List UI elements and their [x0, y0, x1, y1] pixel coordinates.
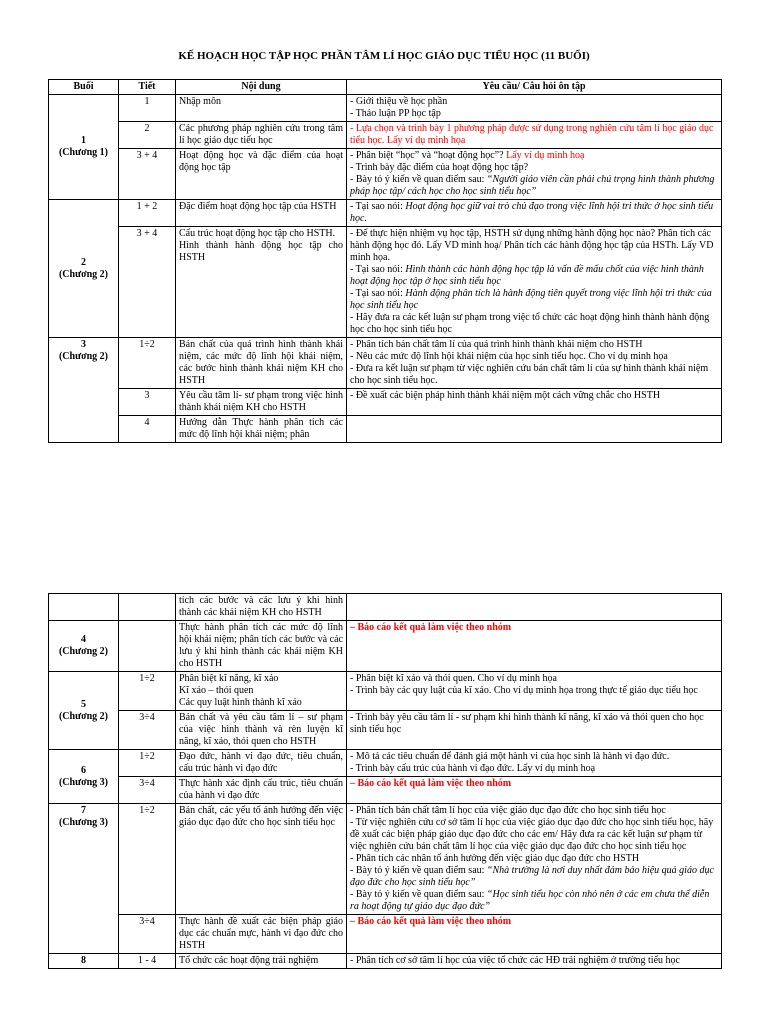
session-cell [49, 750, 119, 804]
requirement-quote: “Người giáo viên cần phải chú trọng hình thành phương pháp học tập/ cách học cho học sinh tiểu học” [350, 174, 715, 197]
requirements-cell [347, 200, 722, 227]
schedule-table-part-1 [48, 79, 722, 443]
period-cell [119, 621, 176, 672]
requirements-cell [347, 954, 722, 969]
session-chapter: (Chương 3) [58, 776, 109, 788]
content-cell: Đặc điểm hoạt động học tập của HSTH [176, 200, 347, 227]
requirement-item: - Lựa chọn và trình bày 1 phương pháp được sử dụng trong nghiên cứu tâm lí học giáo dục tiểu học. Lấy ví dụ minh họa [350, 123, 714, 146]
requirement-item: - Phân tích cơ sở tâm lí học của việc tổ chức các HĐ trải nghiệm ở trường tiểu học [350, 955, 680, 966]
session-cell [49, 594, 119, 621]
session-number: 6 [81, 764, 86, 776]
table-row [49, 122, 722, 149]
requirement-text: - Tại sao nói: [350, 201, 406, 212]
requirement-quote: “Học sinh tiểu học còn nhỏ nên ở các em chưa thể diễn ra hoạt động tự giáo dục đạo đức” [350, 889, 710, 912]
requirement-item: - Đưa ra kết luận sư phạm từ việc nghiên cứu bản chất tâm lí của sự hình thành khái niệm cho học sinh tiểu học. [350, 363, 709, 386]
requirement-text: - Phân biệt “học” và “hoạt động học”? [350, 150, 507, 161]
session-number: 4 [81, 634, 86, 645]
requirement-quote: Hoạt động học giữ vai trò chủ đạo trong việc lĩnh hội tri thức ở học sinh tiểu học. [350, 201, 714, 224]
session-chapter: (Chương 1) [58, 147, 109, 158]
content-cell: Thực hành phân tích các mức độ lĩnh hội khái niệm; phân tích các bước và các lưu ý khi hình thành các khái niệm KH cho HSTH [176, 621, 347, 672]
requirement-text: - Bày tỏ ý kiến về quan điểm sau: [350, 889, 487, 900]
requirement-item: - Phân tích các nhân tố ảnh hưởng đến việc giáo dục đạo đức cho HSTH [350, 853, 640, 864]
requirements-cell [347, 95, 722, 122]
period-cell: 4 [119, 416, 176, 443]
period-cell: 3÷4 [119, 777, 176, 804]
requirements-cell [347, 750, 722, 777]
requirement-text: - Tại sao nói: [350, 288, 406, 299]
session-number: 1 [81, 135, 86, 146]
header-yeu-cau: Yêu cầu/ Câu hỏi ôn tập [347, 80, 722, 95]
session-number: 2 [81, 256, 86, 268]
table-row [49, 711, 722, 750]
period-cell: 1÷2 [119, 804, 176, 915]
requirements-cell [347, 621, 722, 672]
period-cell [119, 594, 176, 621]
requirement-item [350, 288, 718, 312]
content-cell: Tổ chức các hoạt động trải nghiệm [176, 954, 347, 969]
period-cell: 1÷2 [119, 750, 176, 777]
requirement-item [350, 201, 718, 225]
table-row [49, 750, 722, 777]
period-cell: 1 - 4 [119, 954, 176, 969]
requirement-item: - Trình bày yêu cầu tâm lí - sư phạm khi hình thành kĩ năng, kĩ xảo và thói quen cho học sinh tiểu học [350, 712, 704, 735]
table-row [49, 672, 722, 711]
requirement-item: – Báo cáo kết quả làm việc theo nhóm [350, 916, 512, 927]
period-cell: 1 [119, 95, 176, 122]
requirement-item: – Báo cáo kết quả làm việc theo nhóm [350, 778, 512, 789]
requirement-item [350, 174, 718, 198]
table-row [49, 149, 722, 200]
table-row [49, 416, 722, 443]
requirements-cell [347, 389, 722, 416]
requirements-cell [347, 672, 722, 711]
session-chapter: (Chương 3) [58, 817, 109, 828]
content-line: Phân biệt kĩ năng, kĩ xảo [179, 673, 279, 684]
requirement-item: - Giới thiệu về học phần [350, 96, 448, 107]
period-cell: 1 + 2 [119, 200, 176, 227]
schedule-table-part-2 [48, 593, 722, 969]
session-cell [49, 200, 119, 338]
session-cell [49, 672, 119, 750]
session-cell [49, 621, 119, 672]
requirements-cell [347, 915, 722, 954]
content-cell: Hoạt động học và đặc điểm của hoạt động học tập [176, 149, 347, 200]
requirement-item: - Trình bày đặc điểm của hoạt động học tập? [350, 162, 529, 173]
period-cell: 1÷2 [119, 338, 176, 389]
page-break-gap [0, 486, 768, 591]
requirement-item: - Hãy đưa ra các kết luận sư phạm trong việc tổ chức các hoạt động hình thành hành động học cho học sinh tiểu học [350, 312, 710, 335]
requirement-quote: Hành động phân tích là hành động tiên quyết trong việc lĩnh hội tri thức của học sinh tiểu học [350, 288, 712, 311]
requirements-cell [347, 227, 722, 338]
requirement-text: - Bày tỏ ý kiến về quan điểm sau: [350, 865, 487, 876]
content-cell: Các phương pháp nghiên cứu trong tâm lí học giáo dục tiểu học [176, 122, 347, 149]
requirement-item: - Phân tích bản chất tâm lí của quá trình hình thành khái niệm cho HSTH [350, 339, 643, 350]
header-buoi: Buổi [49, 80, 119, 95]
content-cell [176, 672, 347, 711]
requirement-item [350, 889, 718, 913]
requirement-item: - Đề xuất các biện pháp hình thành khái niệm một cách vững chắc cho HSTH [350, 390, 661, 401]
requirements-cell [347, 594, 722, 621]
table-row [49, 954, 722, 969]
requirement-item: - Mô tả các tiêu chuẩn để đánh giá một hành vi của học sinh là hành vi đạo đức. [350, 751, 670, 762]
table-row [49, 804, 722, 915]
session-cell [49, 804, 119, 954]
content-cell: Thực hành đề xuất các biện pháp giáo dục các chuẩn mực, hành vi đạo đức cho HSTH [176, 915, 347, 954]
requirement-text: - Tại sao nói: [350, 264, 406, 275]
requirements-cell [347, 338, 722, 389]
session-number: 3 [81, 339, 86, 350]
requirement-item: - Để thực hiện nhiệm vụ học tập, HSTH sử dụng những hành động học nào? Phân tích các hành động học đó. Lấy VD minh hoạ/ Phân tích các hành động học tập của HSTh. Lấy VD minh họa. [350, 228, 714, 263]
requirements-cell [347, 122, 722, 149]
session-chapter: (Chương 2) [58, 710, 109, 722]
content-cell: Nhập môn [176, 95, 347, 122]
table-row [49, 777, 722, 804]
content-line: Cấu trúc hoạt động học tập cho HSTH. [179, 228, 336, 239]
session-cell [49, 338, 119, 443]
requirements-cell [347, 149, 722, 200]
content-cell: Yêu cầu tâm lí- sư phạm trong việc hình thành khái niệm KH cho HSTH [176, 389, 347, 416]
content-cell [176, 227, 347, 338]
requirement-item: - Thảo luận PP học tập [350, 108, 441, 119]
period-cell: 2 [119, 122, 176, 149]
requirement-item: – Báo cáo kết quả làm việc theo nhóm [350, 622, 512, 633]
session-number: 7 [81, 805, 86, 816]
requirement-quote: “Nhà trường là nơi duy nhất đảm bảo hiệu quả giáo dục đạo đức cho học sinh tiểu học” [350, 865, 714, 888]
table-row [49, 621, 722, 672]
content-line: Kĩ xảo – thói quen [179, 685, 254, 696]
session-cell [49, 95, 119, 200]
table-row [49, 338, 722, 389]
content-cell: Bản chất của quá trình hình thành khái niệm, các mức độ lĩnh hội khái niệm, các bước hình thành khái niệm KH cho HSTH [176, 338, 347, 389]
table-row [49, 594, 722, 621]
table-row [49, 95, 722, 122]
period-cell: 3 + 4 [119, 149, 176, 200]
requirement-text: - Bày tỏ ý kiến về quan điểm sau: [350, 174, 487, 185]
content-cell: Bản chất và yêu cầu tâm lí – sư phạm của việc hình thành và rèn luyện kĩ năng, kĩ xảo, thói quen cho HSTH [176, 711, 347, 750]
content-cell: Hướng dẫn Thực hành phân tích các mức độ lĩnh hội khái niệm; phân [176, 416, 347, 443]
content-line: Các quy luật hình thành kĩ xảo [179, 697, 302, 708]
requirement-quote: Hình thành các hành động học tập là vấn đề mấu chốt của việc hình thành hoạt động học tập ở học sinh tiểu học [350, 264, 704, 287]
requirements-cell [347, 777, 722, 804]
requirement-item: - Từ việc nghiên cứu cơ sở tâm lí học của việc giáo dục đạo đức cho học sinh tiểu học, hãy đề xuất các biện pháp giáo dục đạo đức cho các em/ Hãy đưa ra các kết luận sư phạm từ việc nghiên cứu bản chất tâm lí học của việc giáo dục đạo đức cho học sinh tiểu học [350, 817, 714, 852]
requirement-item [350, 150, 718, 162]
requirement-item: - Trình bày các quy luật của kĩ xảo. Cho ví dụ minh họa trong thực tế giáo dục tiểu học [350, 685, 698, 696]
content-cell: Bản chất, các yếu tố ảnh hưởng đến việc giáo dục đạo đức cho học sinh tiểu học [176, 804, 347, 915]
requirement-item: - Nêu các mức độ lĩnh hội khái niệm của học sinh tiểu học. Cho ví dụ minh họa [350, 351, 668, 362]
session-chapter: (Chương 2) [58, 351, 109, 362]
content-cell: Thực hành xác định cấu trúc, tiêu chuẩn của hành vi đạo đức [176, 777, 347, 804]
content-line: Hình thành hành động học tập cho HSTH [179, 240, 343, 263]
content-cell: tích các bước và các lưu ý khi hình thành các khái niệm KH cho HSTH [176, 594, 347, 621]
period-cell: 3÷4 [119, 915, 176, 954]
requirement-item: - Phân biệt kĩ xảo và thói quen. Cho ví dụ minh họa [350, 673, 557, 684]
header-tiet: Tiết [119, 80, 176, 95]
table-row [49, 389, 722, 416]
page-title: KẾ HOẠCH HỌC TẬP HỌC PHẦN TÂM LÍ HỌC GIÁO DỤC TIỂU HỌC (11 BUỔI) [178, 50, 590, 62]
table-row [49, 915, 722, 954]
requirement-highlight: Lấy ví dụ minh hoạ [506, 150, 585, 161]
session-chapter: (Chương 2) [58, 646, 109, 657]
requirements-cell [347, 416, 722, 443]
requirement-item [350, 865, 718, 889]
header-noi-dung: Nội dung [176, 80, 347, 95]
requirement-item: - Phân tích bản chất tâm lí học của việc giáo dục đạo đức cho học sinh tiểu học [350, 805, 666, 816]
table-row [49, 200, 722, 227]
period-cell: 3 + 4 [119, 227, 176, 338]
table-row [49, 227, 722, 338]
table-header-row [49, 80, 722, 95]
session-number: 5 [81, 698, 86, 710]
content-cell: Đạo đức, hành vi đạo đức, tiêu chuẩn, cấu trúc hành vi đạo đức [176, 750, 347, 777]
period-cell: 3 [119, 389, 176, 416]
period-cell: 1÷2 [119, 672, 176, 711]
requirement-item: - Trình bày cấu trúc của hành vi đạo đức. Lấy ví dụ minh hoạ [350, 763, 596, 774]
session-chapter: (Chương 2) [58, 268, 109, 280]
requirements-cell [347, 711, 722, 750]
requirements-cell [347, 804, 722, 915]
requirement-item [350, 264, 718, 288]
period-cell: 3÷4 [119, 711, 176, 750]
session-number-cell: 8 [49, 954, 119, 969]
